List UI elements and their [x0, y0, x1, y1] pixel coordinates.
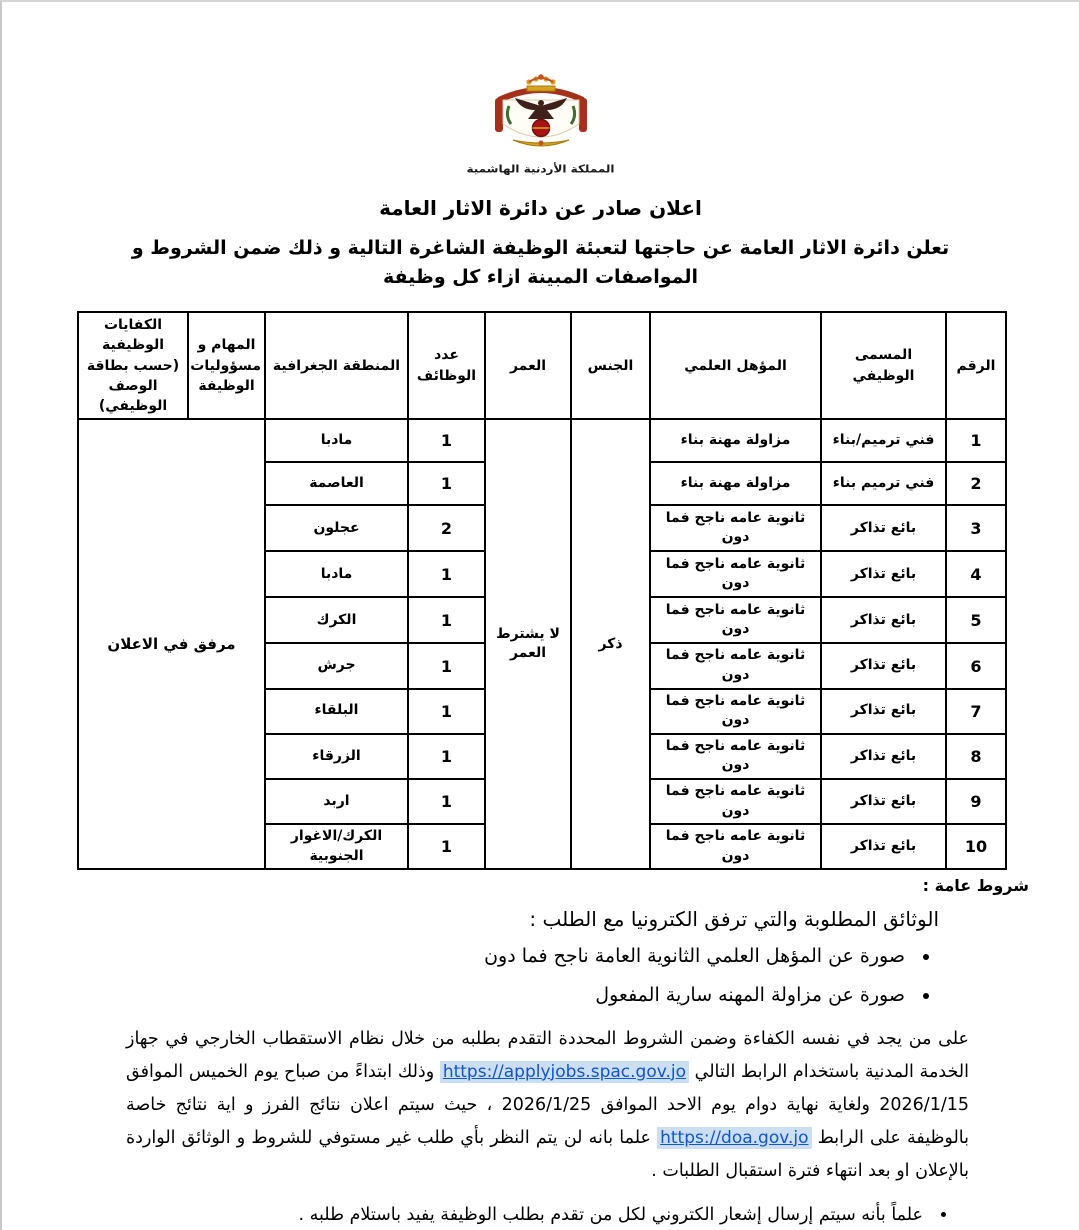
table-row: [78, 419, 1006, 462]
cell-number: 1: [946, 419, 1006, 462]
cell-qualification: ثانوية عامه ناجح فما دون: [650, 734, 821, 779]
cell-qualification: ثانوية عامه ناجح فما دون: [650, 689, 821, 734]
notification-note-list: [2, 1202, 929, 1228]
cell-number: 4: [946, 551, 1006, 597]
cell-gender-merged: ذكر: [571, 419, 650, 869]
kingdom-name-calligraphy: المملكة الأردنية الهاشمية: [466, 162, 615, 176]
cell-number: 6: [946, 643, 1006, 688]
cell-number: 8: [946, 734, 1006, 779]
cell-qualification: ثانوية عامه ناجح فما دون: [650, 643, 821, 688]
cell-job-title: فني ترميم/بناء: [821, 419, 946, 462]
header-job-title: المسمى الوظيفي: [821, 312, 946, 419]
header-positions: عدد الوظائف: [408, 312, 485, 419]
cell-positions: 1: [408, 419, 485, 462]
conditions-section: [2, 876, 1079, 1227]
cell-region: الكرك/الاغوار الجنوبية: [265, 824, 408, 869]
cell-region: الزرقاء: [265, 734, 408, 779]
cell-job-title: بائع تذاكر: [821, 734, 946, 779]
cell-tasks-competencies-merged: مرفق في الاعلان: [78, 419, 265, 869]
cell-qualification: ثانوية عامه ناجح فما دون: [650, 779, 821, 824]
doa-link[interactable]: https://doa.gov.jo: [657, 1127, 811, 1149]
cell-positions: 2: [408, 505, 485, 551]
cell-job-title: فني ترميم بناء: [821, 462, 946, 505]
paragraph-segment: علما بانه لن يتم النظر بأي طلب غير مستوفي للشروط و الوثائق الواردة بالإعلان او بعد انتهاء فترة استقبال الطلبات .: [126, 1127, 969, 1181]
cell-region: الكرك: [265, 597, 408, 643]
cell-positions: 1: [408, 597, 485, 643]
cell-positions: 1: [408, 734, 485, 779]
header-tasks: المهام و مسؤوليات الوظيفة: [188, 312, 265, 419]
cell-job-title: بائع تذاكر: [821, 643, 946, 688]
cell-qualification: ثانوية عامه ناجح فما دون: [650, 505, 821, 551]
general-conditions-title: شروط عامة :: [922, 876, 1029, 896]
cell-job-title: بائع تذاكر: [821, 597, 946, 643]
cell-job-title: بائع تذاكر: [821, 551, 946, 597]
applyjobs-link[interactable]: https://applyjobs.spac.gov.jo: [440, 1061, 689, 1083]
cell-positions: 1: [408, 643, 485, 688]
required-documents-list: [2, 943, 911, 1008]
page-subtitle: تعلن دائرة الاثار العامة عن حاجتها لتعبئة الوظيفة الشاغرة التالية و ذلك ضمن الشروط و المواصفات المبينة ازاء كل وظيفة: [131, 237, 950, 288]
cell-number: 2: [946, 462, 1006, 505]
cell-job-title: بائع تذاكر: [821, 779, 946, 824]
page-title: اعلان صادر عن دائرة الاثار العامة: [379, 196, 702, 220]
cell-positions: 1: [408, 779, 485, 824]
cell-qualification: مزاولة مهنة بناء: [650, 462, 821, 505]
cell-positions: 1: [408, 824, 485, 869]
cell-age-merged: لا يشترط العمر: [485, 419, 571, 869]
cell-positions: 1: [408, 689, 485, 734]
header-number: الرقم: [946, 312, 1006, 419]
header-competencies: الكفايات الوظيفية (حسب بطاقة الوصف الوظيفي): [78, 312, 188, 419]
header-age: العمر: [485, 312, 571, 419]
cell-region: اربد: [265, 779, 408, 824]
cell-qualification: ثانوية عامه ناجح فما دون: [650, 551, 821, 597]
required-documents-title: الوثائق المطلوبة والتي ترفق الكترونيا مع الطلب :: [529, 907, 939, 932]
header-gender: الجنس: [571, 312, 650, 419]
cell-region: جرش: [265, 643, 408, 688]
list-item: • علماً بأنه سيتم إرسال إشعار الكتروني لكل من تقدم بطلب الوظيفة يفيد باستلام طلبه .: [2, 1202, 929, 1228]
list-item: • صورة عن المؤهل العلمي الثانوية العامة ناجح فما دون: [2, 943, 911, 970]
cell-positions: 1: [408, 551, 485, 597]
cell-region: عجلون: [265, 505, 408, 551]
cell-number: 7: [946, 689, 1006, 734]
cell-number: 3: [946, 505, 1006, 551]
jobs-table: [77, 311, 1007, 870]
cell-job-title: بائع تذاكر: [821, 824, 946, 869]
jordan-coat-of-arms-logo: [475, 72, 607, 156]
cell-region: مادبا: [265, 551, 408, 597]
paragraph-segment: على من يجد في نفسه الكفاءة وضمن الشروط المحددة التقدم بطلبه من خلال نظام الاستقطاب الخارجي في جهاز الخدمة المدنية باستخدام الرابط التالي: [126, 1028, 969, 1082]
cell-qualification: ثانوية عامه ناجح فما دون: [650, 597, 821, 643]
cell-region: مادبا: [265, 419, 408, 462]
header-region: المنطقة الجغرافية: [265, 312, 408, 419]
cell-region: البلقاء: [265, 689, 408, 734]
cell-job-title: بائع تذاكر: [821, 505, 946, 551]
cell-qualification: مزاولة مهنة بناء: [650, 419, 821, 462]
cell-qualification: ثانوية عامه ناجح فما دون: [650, 824, 821, 869]
cell-number: 10: [946, 824, 1006, 869]
cell-number: 5: [946, 597, 1006, 643]
paragraph-segment: وذلك ابتداءً من صباح يوم الخميس الموافق 2026/1/15 ولغاية نهاية دوام يوم الاحد الموافق 2026/1/25 ، حيث سيتم اعلان نتائج الفرز و اية نتائج خاصة بالوظيفة على الرابط: [126, 1061, 970, 1148]
cell-number: 9: [946, 779, 1006, 824]
application-instructions-paragraph: [126, 1023, 969, 1188]
cell-region: العاصمة: [265, 462, 408, 505]
header-qualification: المؤهل العلمي: [650, 312, 821, 419]
list-item: • صورة عن مزاولة المهنه سارية المفعول: [2, 982, 911, 1009]
cell-positions: 1: [408, 462, 485, 505]
page-header: [2, 2, 1079, 176]
cell-job-title: بائع تذاكر: [821, 689, 946, 734]
table-header-row: [78, 312, 1006, 419]
